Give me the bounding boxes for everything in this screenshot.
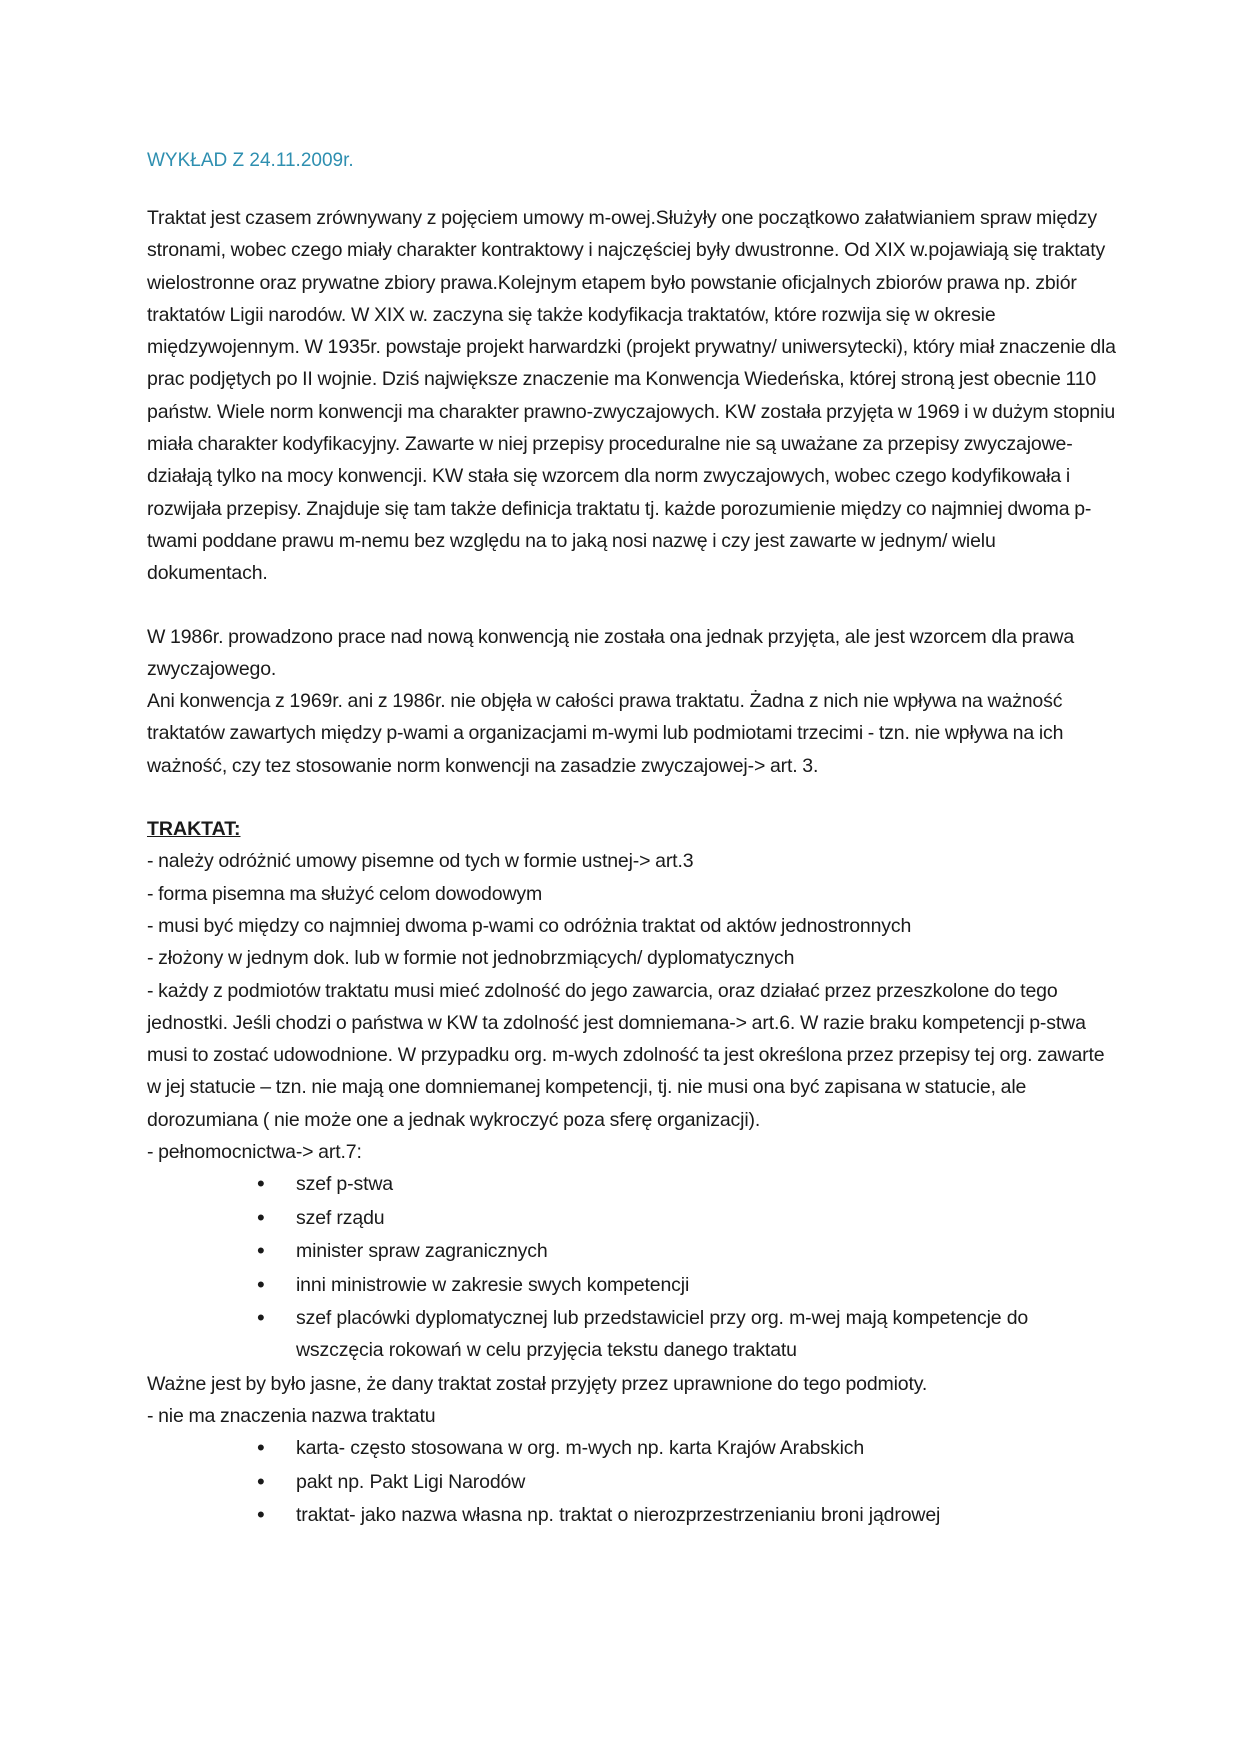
bullet-text: karta- często stosowana w org. m-wych np. karta Krajów Arabskich (296, 1437, 865, 1460)
bullet-item (257, 1432, 1120, 1464)
list-line: - złożony w jednym dok. lub w formie not jednobrzmiących/ dyplomatycznych (147, 947, 795, 970)
list-line: - forma pisemna ma służyć celom dowodowym (147, 882, 543, 905)
bullet-text: pakt np. Pakt Ligi Narodów (296, 1470, 526, 1493)
after-list-paragraph: Ważne jest by było jasne, że dany traktat został przyjęty przez uprawnione do tego podmioty. (147, 1372, 928, 1395)
bullet-item (257, 1269, 1120, 1301)
lecture-heading: WYKŁAD Z 24.11.2009r. (147, 150, 354, 171)
plenipotentiary-list (147, 1168, 1120, 1366)
list-line: - musi być między co najmniej dwoma p-wami co odróżnia traktat od aktów jednostronnych (147, 914, 912, 937)
bullet-icon: • (257, 1271, 265, 1297)
bullet-text: szef rządu (296, 1206, 385, 1229)
bullet-text: inni ministrowie w zakresie swych kompetencji (296, 1273, 690, 1296)
bullet-text: traktat- jako nazwa własna np. traktat o nierozprzestrzenianiu broni jądrowej (296, 1504, 941, 1527)
bullet-icon: • (257, 1435, 265, 1461)
bullet-icon: • (257, 1238, 265, 1264)
list-line: - każdy z podmiotów traktatu musi mieć zdolność do jego zawarcia, oraz działać przez przeszkolone do tego jednostki. Jeśli chodzi o państwa w KW ta zdolność jest domniemana-> art.6. W razie braku kompetencji p-stwa musi to zostać udowodnione. W przypadku org. m-wych zdolność ta jest określona przez przepisy tej org. zawarte w jej statucie – tzn. nie mają one domniemanej kompetencji, tj. nie musi ona być zapisana w statucie, ale dorozumiana ( nie może one a jednak wykroczyć poza sferę organizacji). (147, 979, 1105, 1131)
bullet-text: szef p-stwa (296, 1173, 393, 1196)
bullet-text: minister spraw zagranicznych (296, 1240, 548, 1263)
bullet-text: szef placówki dyplomatycznej lub przedstawiciel przy org. m-wej mają kompetencje do wszczęcia rokowań w celu przyjęcia tekstu danego traktatu (296, 1307, 1029, 1362)
paragraph-validity: Ani konwencja z 1969r. ani z 1986r. nie objęła w całości prawa traktatu. Żadna z nich nie wpływa na ważność traktatów zawartych między p-wami a organizacjami m-wymi lub podmiotami trzecimi - tzn. nie wpływa na ich ważność, czy tez stosowanie norm konwencji na zasadzie zwyczajowej-> art. 3. (147, 690, 1064, 777)
bullet-icon: • (257, 1305, 265, 1331)
intro-paragraph: Traktat jest czasem zrównywany z pojęciem umowy m-owej.Służyły one początkowo załatwianiem spraw między stronami, wobec czego miały charakter kontraktowy i najczęściej były dwustronne. Od XIX w.pojawiają się traktaty wielostronne oraz prywatne zbiory prawa.Kolejnym etapem było powstanie oficjalnych zbiorów prawa np. zbiór traktatów Ligii narodów. W XIX w. zaczyna się także kodyfikacja traktatów, które rozwija się w okresie międzywojennym. W 1935r. powstaje projekt harwardzki (projekt prywatny/ uniwersytecki), który miał znaczenie dla prac podjętych po II wojnie. Dziś największe znaczenie ma Konwencja Wiedeńska, której stroną jest obecnie 110 państw. Wiele norm konwencji ma charakter prawno-zwyczajowych. KW została przyjęta w 1969 i w dużym stopniu miała charakter kodyfikacyjny. Zawarte w niej przepisy proceduralne nie są uważane za przepisy zwyczajowe- działają tylko na mocy konwencji. KW stała się wzorcem dla norm zwyczajowych, wobec czego kodyfikowała i rozwijała przepisy. Znajduje się tam także definicja traktatu tj. każde porozumienie między co najmniej dwoma p-twami poddane prawu m-nemu bez względu na to jaką nosi nazwę i czy jest zawarte w jednym/ wielu dokumentach. (147, 207, 1116, 585)
bullet-icon: • (257, 1502, 265, 1528)
bullet-item (257, 1466, 1120, 1498)
bullet-icon: • (257, 1171, 265, 1197)
list-line: - nie ma znaczenia nazwa traktatu (147, 1405, 436, 1428)
bullet-icon: • (257, 1204, 265, 1230)
paragraph-1986: W 1986r. prowadzono prace nad nową konwencją nie została ona jednak przyjęta, ale jest wzorcem dla prawa zwyczajowego. (147, 625, 1075, 680)
list-line: - pełnomocnictwa-> art.7: (147, 1141, 362, 1164)
section-title-traktat: TRAKTAT: (147, 818, 241, 841)
bullet-item (257, 1168, 1120, 1200)
paragraph-spacer (147, 590, 1120, 621)
treaty-names-list (147, 1432, 1120, 1531)
bullet-item (257, 1235, 1120, 1267)
bullet-item (257, 1499, 1120, 1531)
paragraph-spacer (147, 782, 1120, 813)
list-line: - należy odróżnić umowy pisemne od tych w formie ustnej-> art.3 (147, 850, 694, 873)
bullet-item (257, 1202, 1120, 1234)
bullet-item (257, 1302, 1120, 1366)
bullet-icon: • (257, 1468, 265, 1494)
